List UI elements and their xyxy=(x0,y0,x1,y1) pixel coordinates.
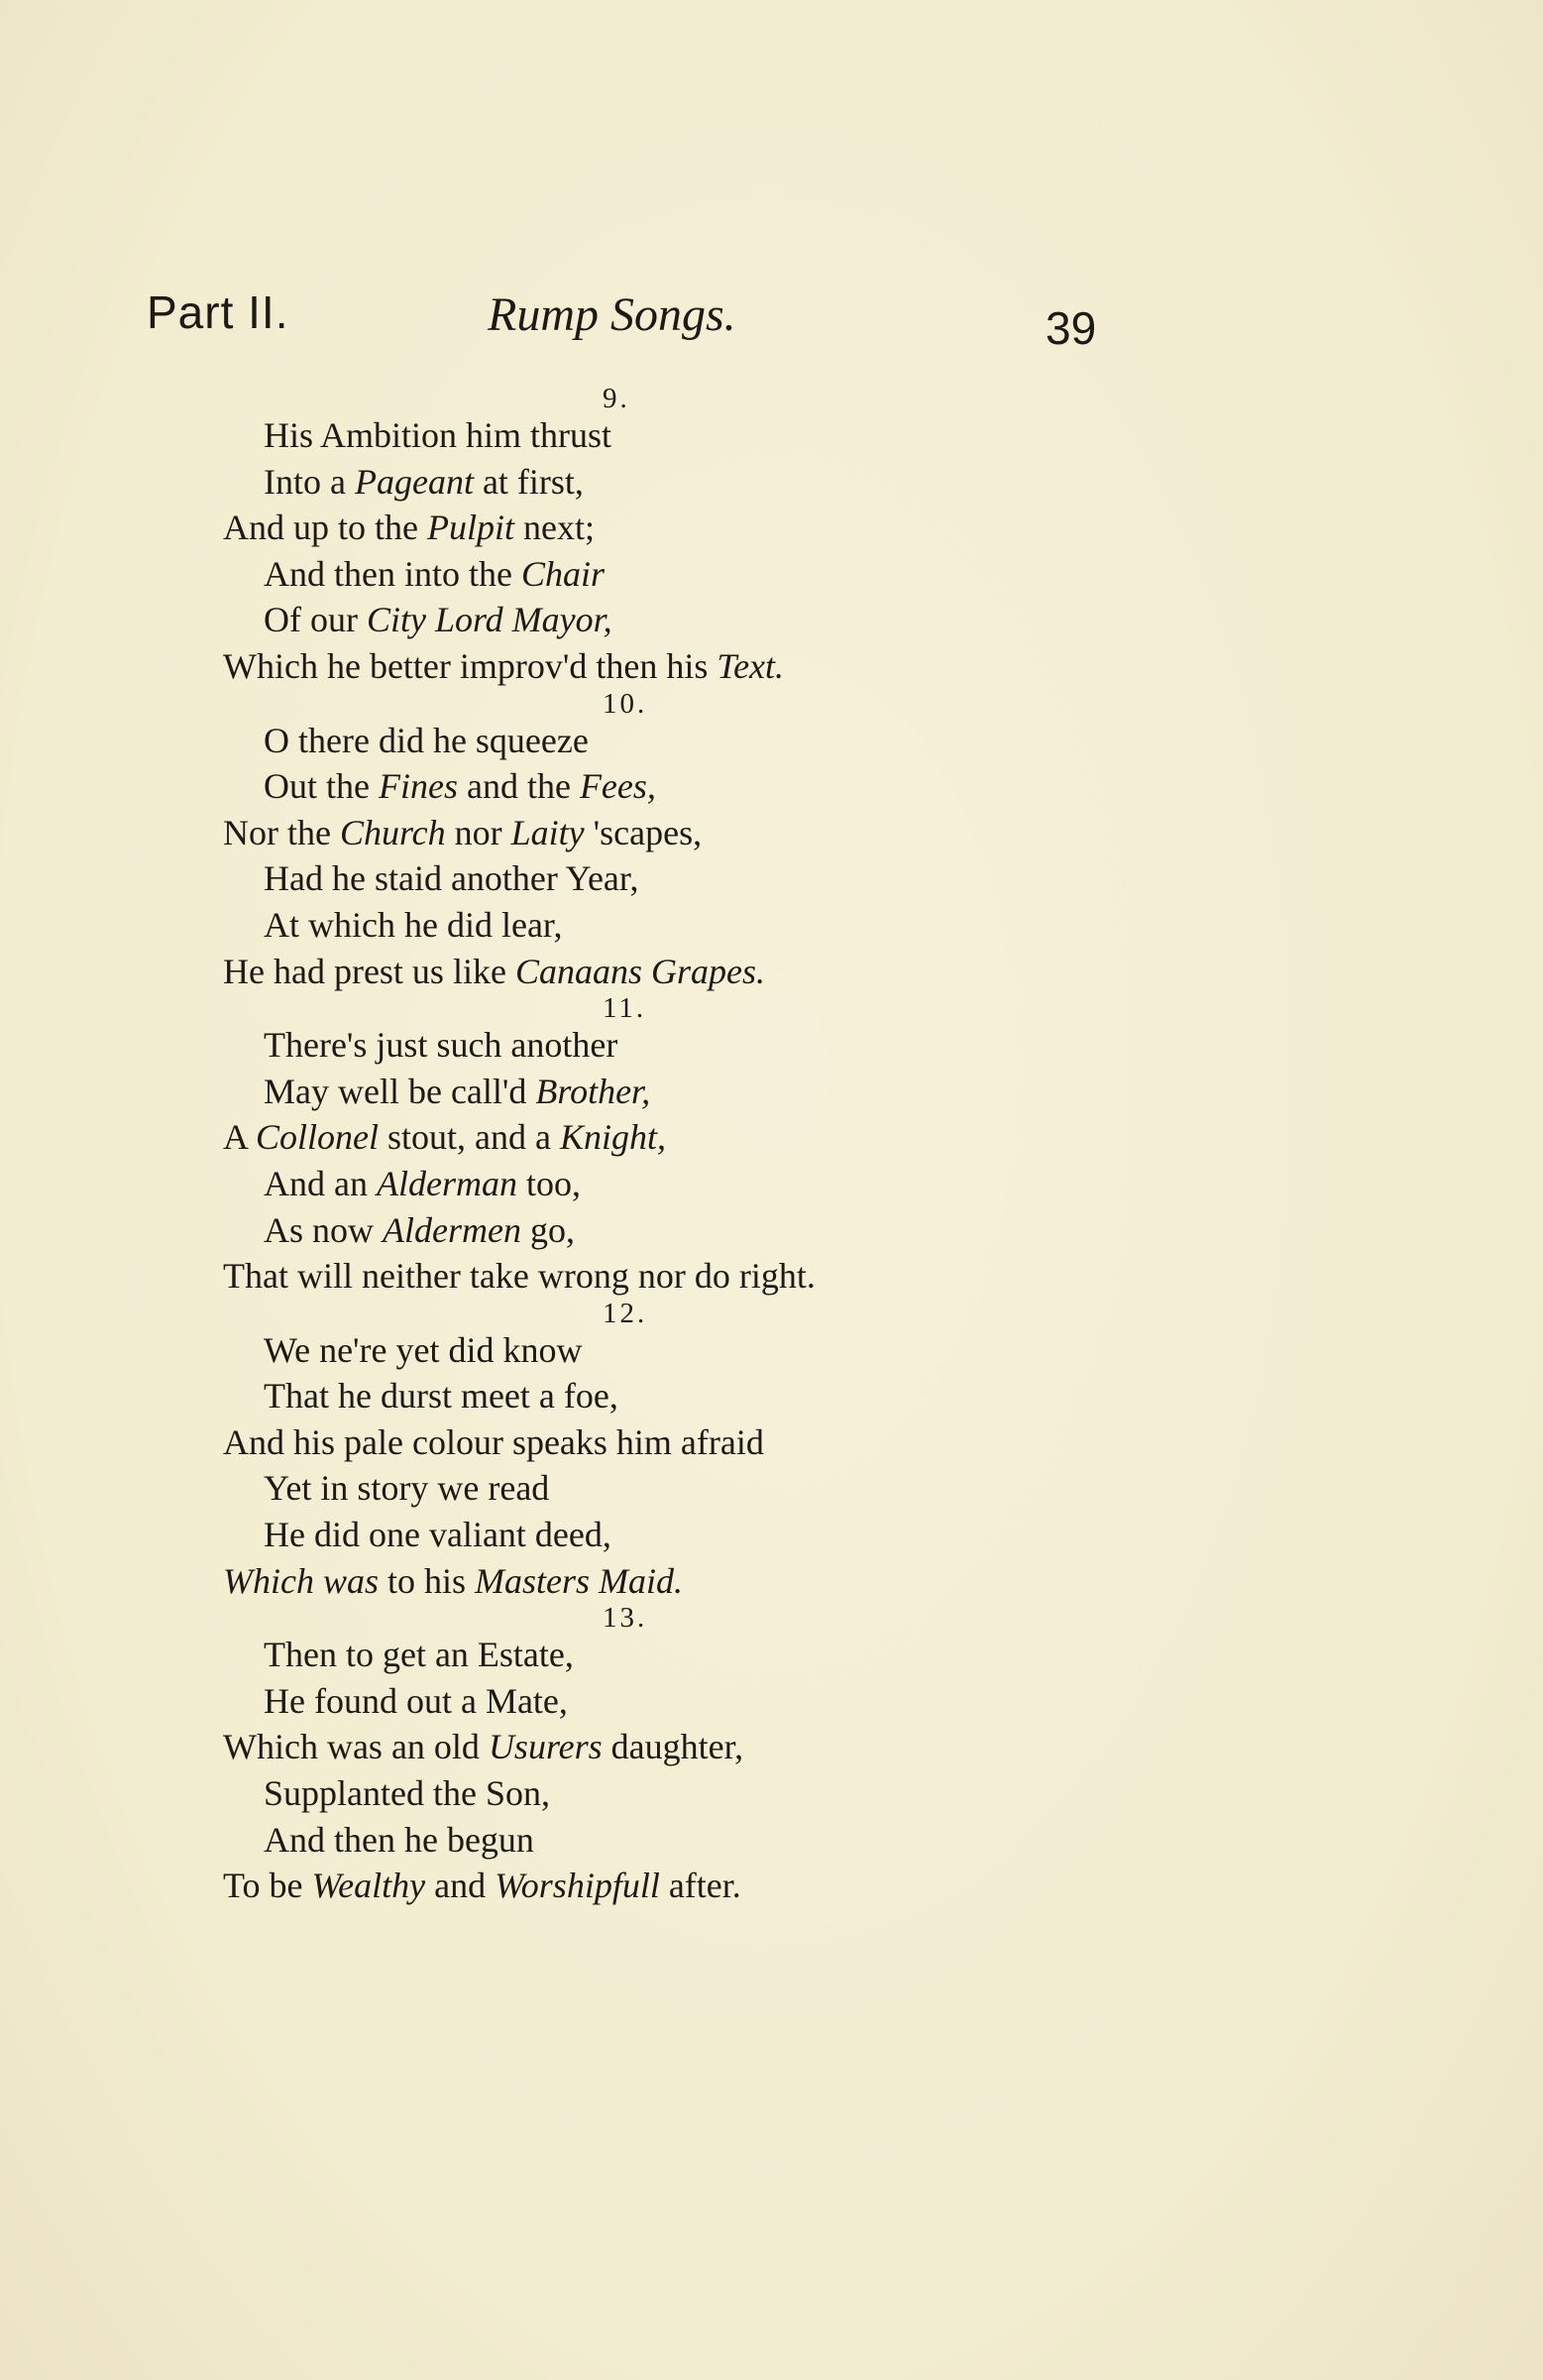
verse-line xyxy=(0,1114,1543,1161)
verse-line xyxy=(0,1558,1543,1605)
verse-line xyxy=(0,763,1543,810)
verse-line xyxy=(0,1069,1543,1115)
poem-body xyxy=(0,385,1543,1909)
text-segment: Then to get an Estate, xyxy=(264,1635,574,1675)
verse-line-text xyxy=(223,1253,816,1300)
verse-line xyxy=(0,1161,1543,1207)
stanza-number xyxy=(0,1297,1543,1329)
italic-segment: Wealthy xyxy=(311,1866,426,1906)
verse-line-text xyxy=(264,1022,617,1069)
text-segment: daughter, xyxy=(602,1727,744,1767)
verse-line xyxy=(0,1373,1543,1419)
italic-segment: Church xyxy=(339,812,446,852)
text-segment: 'scapes, xyxy=(584,812,703,852)
text-segment: Nor the xyxy=(223,812,340,852)
verse-line xyxy=(0,1770,1543,1817)
verse-line xyxy=(0,412,1543,459)
verse-line-text xyxy=(223,643,784,690)
text-segment: His Ambition him thrust xyxy=(264,415,612,455)
text-segment: He found out a Mate, xyxy=(264,1680,568,1721)
verse-line-text xyxy=(264,459,584,506)
italic-segment: Brother, xyxy=(535,1071,651,1111)
italic-segment: Collonel xyxy=(256,1117,380,1158)
verse-line xyxy=(0,902,1543,949)
text-segment: At which he did lear, xyxy=(264,904,563,945)
verse-line-text xyxy=(264,1069,650,1115)
stanza-number-text: 13. xyxy=(603,1602,648,1635)
verse-line-text xyxy=(264,1817,534,1864)
text-segment: That will neither take wrong nor do right. xyxy=(223,1256,816,1297)
italic-segment: Canaans Grapes. xyxy=(514,951,765,991)
verse-line xyxy=(0,1327,1543,1374)
italic-segment: Pageant xyxy=(354,461,474,502)
verse-line xyxy=(0,718,1543,764)
verse-line-text xyxy=(264,551,605,598)
stanza-number xyxy=(0,687,1543,720)
verse-line-text xyxy=(223,810,702,856)
text-segment: next; xyxy=(513,508,595,548)
text-segment: at first, xyxy=(473,461,584,502)
verse-line xyxy=(0,1632,1543,1678)
verse-line xyxy=(0,1207,1543,1254)
text-segment: And then into the xyxy=(264,553,521,594)
verse-line-text xyxy=(223,949,765,995)
verse-line-text xyxy=(223,1724,743,1770)
text-segment: May well be call'd xyxy=(264,1071,536,1111)
verse-line-text xyxy=(223,1863,741,1909)
text-segment: Which was an old xyxy=(223,1727,489,1767)
text-segment: after. xyxy=(659,1866,741,1906)
running-title: Rump Songs. xyxy=(488,288,736,341)
text-segment: To be xyxy=(223,1866,312,1906)
text-segment: He did one valiant deed, xyxy=(264,1515,611,1555)
verse-line-text xyxy=(264,763,656,810)
verse-line xyxy=(0,1678,1543,1725)
text-segment: That he durst meet a foe, xyxy=(264,1376,618,1417)
verse-line xyxy=(0,459,1543,506)
text-segment: go, xyxy=(520,1209,575,1250)
verse-line-text xyxy=(223,1419,764,1466)
verse-line-text xyxy=(223,1558,683,1605)
text-segment: Of our xyxy=(264,600,367,640)
text-segment: Which he better improv'd then his xyxy=(223,645,717,686)
verse-line xyxy=(0,1022,1543,1069)
verse-line-text xyxy=(264,1512,611,1558)
text-segment: Had he staid another Year, xyxy=(264,858,639,899)
italic-segment: Aldermen xyxy=(383,1209,521,1250)
stanza-number xyxy=(0,385,1543,412)
verse-line xyxy=(0,1724,1543,1770)
italic-segment: Fees, xyxy=(579,766,656,807)
verse-line-text xyxy=(264,1327,583,1374)
italic-segment: Pulpit xyxy=(426,508,514,548)
verse-line-text xyxy=(264,1207,575,1254)
italic-segment: Usurers xyxy=(488,1727,603,1767)
text-segment: Yet in story we read xyxy=(264,1468,550,1509)
text-segment: and xyxy=(425,1866,496,1906)
verse-line xyxy=(0,1863,1543,1909)
verse-line-text xyxy=(264,902,562,949)
part-label: Part II. xyxy=(147,286,289,338)
page-number: 39 xyxy=(1046,302,1097,354)
text-segment: Into a xyxy=(264,461,355,502)
stanza-number-text: 9. xyxy=(603,383,630,414)
verse-line xyxy=(0,1465,1543,1512)
verse-line-text xyxy=(264,412,611,459)
verse-line-text xyxy=(223,1114,666,1161)
verse-line xyxy=(0,1512,1543,1558)
italic-segment: Masters Maid. xyxy=(475,1560,684,1601)
text-segment: We ne're yet did know xyxy=(264,1329,583,1370)
verse-line-text xyxy=(264,1770,550,1817)
text-segment: And then he begun xyxy=(264,1819,534,1860)
verse-line xyxy=(0,1253,1543,1300)
stanza-number-text: 12. xyxy=(603,1297,648,1329)
verse-line-text xyxy=(264,1161,581,1207)
text-segment: And his pale colour speaks him afraid xyxy=(223,1421,764,1462)
text-segment: He had prest us like xyxy=(223,951,515,991)
running-header xyxy=(0,285,1543,365)
verse-line xyxy=(0,505,1543,551)
italic-segment: Laity xyxy=(510,812,585,852)
verse-line xyxy=(0,643,1543,690)
text-segment: too, xyxy=(516,1163,581,1203)
italic-segment: City Lord Mayor, xyxy=(366,600,612,640)
verse-line xyxy=(0,551,1543,598)
italic-segment: Alderman xyxy=(376,1163,517,1203)
text-segment: stout, and a xyxy=(379,1117,560,1158)
text-segment: There's just such another xyxy=(264,1025,618,1066)
text-segment: to his xyxy=(379,1560,476,1601)
text-segment: nor xyxy=(445,812,511,852)
verse-line xyxy=(0,1419,1543,1466)
text-segment: And up to the xyxy=(223,508,427,548)
verse-line-text xyxy=(264,1632,574,1678)
text-segment: Out the xyxy=(264,766,379,807)
italic-segment: Knight, xyxy=(560,1117,667,1158)
verse-line xyxy=(0,597,1543,643)
verse-line-text xyxy=(264,855,638,902)
verse-line xyxy=(0,1817,1543,1864)
stanza-number xyxy=(0,1602,1543,1635)
text-segment: A xyxy=(223,1117,257,1158)
verse-line-text xyxy=(264,1678,568,1725)
text-segment: O there did he squeeze xyxy=(264,720,589,760)
text-segment: Supplanted the Son, xyxy=(264,1773,550,1814)
text-segment: And an xyxy=(264,1163,377,1203)
text-segment: As now xyxy=(264,1209,384,1250)
italic-segment: Fines xyxy=(378,766,458,807)
italic-segment: Chair xyxy=(520,553,605,594)
verse-line xyxy=(0,810,1543,856)
italic-segment: Which was xyxy=(223,1560,379,1601)
verse-line xyxy=(0,949,1543,995)
verse-line-text xyxy=(264,597,612,643)
italic-segment: Text. xyxy=(716,645,785,686)
verse-line-text xyxy=(264,1465,549,1512)
italic-segment: Worshipfull xyxy=(495,1866,660,1906)
stanza-number xyxy=(0,992,1543,1025)
stanza-number-text: 11. xyxy=(603,992,647,1025)
verse-line xyxy=(0,855,1543,902)
verse-line-text xyxy=(264,1373,618,1419)
verse-line-text xyxy=(223,505,595,551)
text-segment: and the xyxy=(457,766,580,807)
stanza-number-text: 10. xyxy=(603,687,648,720)
verse-line-text xyxy=(264,718,589,764)
